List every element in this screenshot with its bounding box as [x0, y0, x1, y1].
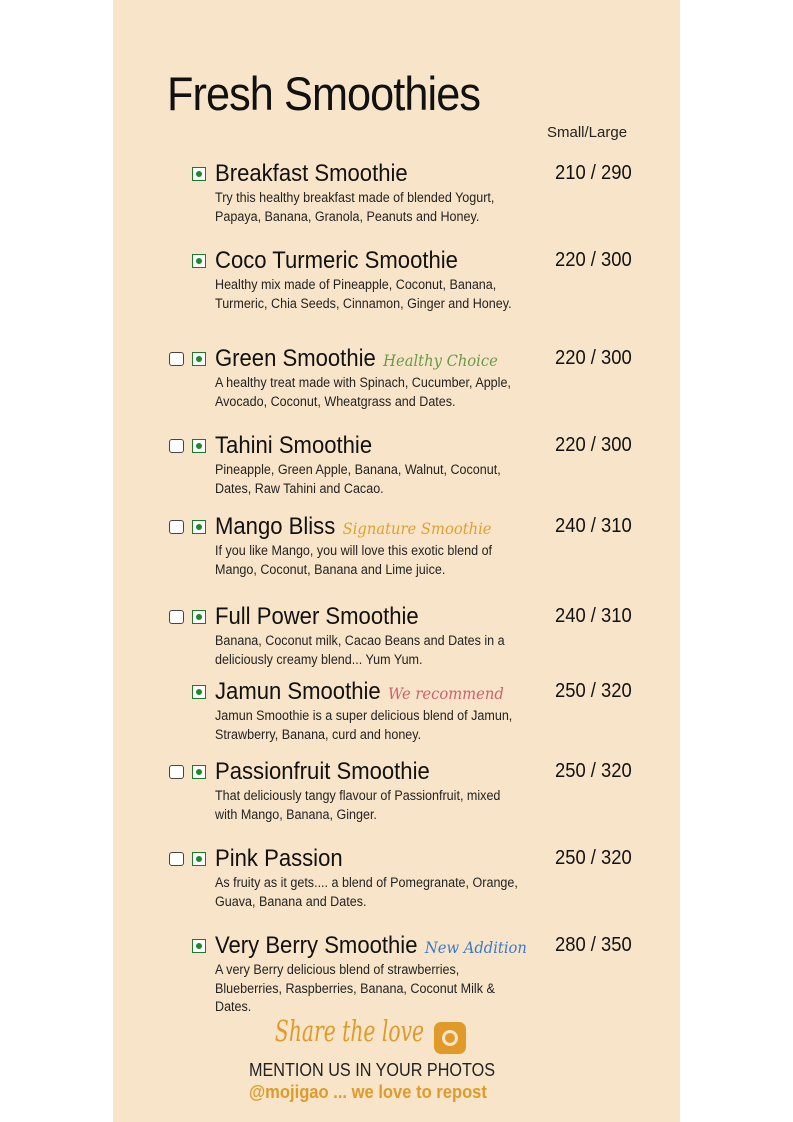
item-name [215, 247, 458, 275]
item-description: That deliciously tangy flavour of Passionfruit, mixed with Mango, Banana, Ginger. [215, 788, 501, 822]
item-description: If you like Mango, you will love this exotic blend of Mango, Coconut, Banana and Lime juice. [215, 543, 493, 577]
veg-icon [192, 254, 206, 268]
vegan-icon [169, 765, 184, 779]
veg-icon [192, 439, 206, 453]
item-name-text: Very Berry Smoothie [215, 932, 418, 959]
vegan-icon [169, 520, 184, 534]
item-description: A healthy treat made with Spinach, Cucumber, Apple, Avocado, Coconut, Wheatgrass and Dates. [215, 375, 511, 409]
item-price: 240 / 310 [555, 605, 632, 627]
item-price: 220 / 300 [555, 249, 632, 271]
item-name [215, 932, 527, 960]
mention-text: MENTION US IN YOUR PHOTOS [249, 1060, 496, 1080]
page-title: Fresh Smoothies [167, 67, 481, 120]
item-name [215, 160, 408, 188]
item-price: 280 / 350 [555, 934, 632, 956]
instagram-icon[interactable] [434, 1022, 466, 1054]
item-description: Banana, Coconut milk, Cacao Beans and Dates in a deliciously creamy blend... Yum Yum. [215, 633, 505, 667]
instagram-handle[interactable]: @mojigao ... we love to repost [249, 1082, 487, 1102]
veg-icon [192, 765, 206, 779]
share-box [150, 1014, 424, 1058]
item-name [215, 345, 498, 373]
item-name-text: Green Smoothie [215, 345, 376, 372]
veg-icon [192, 352, 206, 366]
item-price: 250 / 320 [555, 760, 632, 782]
item-description: Pineapple, Green Apple, Banana, Walnut, Coconut, Dates, Raw Tahini and Cacao. [215, 462, 501, 496]
item-description: Jamun Smoothie is a super delicious blend of Jamun, Strawberry, Banana, curd and honey. [215, 708, 513, 742]
veg-icon [192, 167, 206, 181]
veg-icon [192, 939, 206, 953]
item-name [215, 678, 504, 706]
item-name-text: Breakfast Smoothie [215, 160, 408, 187]
item-name [215, 513, 492, 541]
item-price: 220 / 300 [555, 347, 632, 369]
item-name-text: Pink Passion [215, 845, 343, 872]
item-name-text: Jamun Smoothie [215, 678, 381, 705]
size-header: Small/Large [547, 124, 628, 141]
item-tag: We recommend [388, 684, 504, 703]
veg-icon [192, 610, 206, 624]
item-name [215, 603, 419, 631]
item-description: A very Berry delicious blend of strawberries, Blueberries, Raspberries, Banana, Coconut Milk & Dates. [215, 962, 495, 1014]
veg-icon [192, 685, 206, 699]
item-description: Try this healthy breakfast made of blended Yogurt, Papaya, Banana, Granola, Peanuts and Honey. [215, 190, 495, 224]
item-name [215, 758, 430, 786]
item-tag: Signature Smoothie [342, 519, 492, 538]
item-name [215, 432, 372, 460]
vegan-icon [169, 610, 184, 624]
item-price: 220 / 300 [555, 434, 632, 456]
share-the-love: Share the love [274, 1014, 424, 1048]
vegan-icon [169, 352, 184, 366]
item-tag: New Addition [424, 938, 527, 957]
item-name [215, 845, 343, 873]
item-tag: Healthy Choice [383, 351, 498, 370]
item-name-text: Passionfruit Smoothie [215, 758, 430, 785]
item-price: 210 / 290 [555, 162, 632, 184]
item-price: 250 / 320 [555, 847, 632, 869]
veg-icon [192, 520, 206, 534]
vegan-icon [169, 852, 184, 866]
item-name-text: Full Power Smoothie [215, 603, 419, 630]
item-name-text: Coco Turmeric Smoothie [215, 247, 458, 274]
item-price: 240 / 310 [555, 515, 632, 537]
item-price: 250 / 320 [555, 680, 632, 702]
item-description: Healthy mix made of Pineapple, Coconut, Banana, Turmeric, Chia Seeds, Cinnamon, Ginger and Honey. [215, 277, 512, 311]
item-description: As fruity as it gets.... a blend of Pomegranate, Orange, Guava, Banana and Dates. [215, 875, 518, 909]
veg-icon [192, 852, 206, 866]
item-name-text: Mango Bliss [215, 513, 336, 540]
vegan-icon [169, 439, 184, 453]
item-name-text: Tahini Smoothie [215, 432, 373, 459]
